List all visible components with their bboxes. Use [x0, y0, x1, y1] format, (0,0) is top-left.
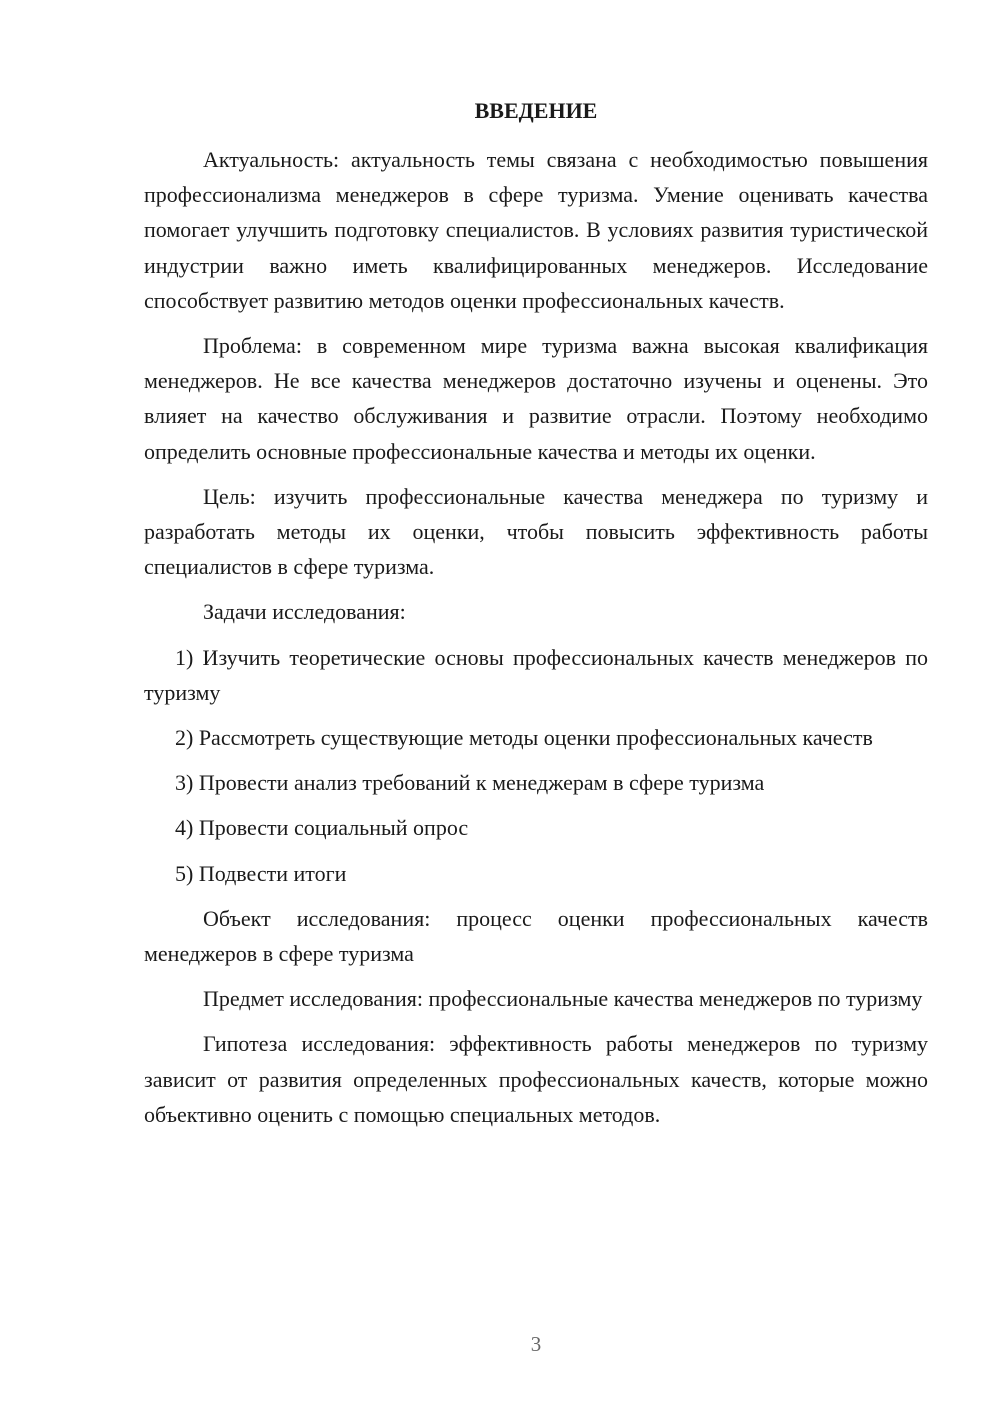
task-item: 2) Рассмотреть существующие методы оценки профессиональных качеств: [175, 725, 873, 751]
task-item: 3) Провести анализ требований к менеджерам в сфере туризма: [175, 770, 765, 796]
problem-paragraph: Проблема: в современном мире туризма важна высокая квалификация менеджеров. Не все качества менеджеров достаточно изучены и оценены. Это влияет на качество обслуживания и развитие отрасли. Поэтому необходимо определить основные профессиональные качества и методы их оценки.: [144, 333, 928, 464]
task-item: 1) Изучить теоретические основы профессиональных качеств менеджеров по туризму: [144, 644, 928, 705]
page-content: [144, 96, 928, 1142]
object-paragraph: Объект исследования: процесс оценки профессиональных качеств менеджеров в сфере туризма: [144, 905, 928, 967]
subject-paragraph: Предмет исследования: профессиональные качества менеджеров по туризму: [203, 986, 923, 1012]
hypothesis-paragraph: Гипотеза исследования: эффективность работы менеджеров по туризму зависит от развития определенных профессиональных качеств, которые можно объективно оценить с помощью специальных методов.: [144, 1031, 928, 1127]
section-heading: ВВЕДЕНИЕ: [474, 98, 598, 123]
goal-paragraph: Цель: изучить профессиональные качества менеджера по туризму и разработать методы их оценки, чтобы повысить эффективность работы специалистов в сфере туризма.: [144, 483, 928, 580]
task-item: 5) Подвести итоги: [175, 860, 347, 886]
tasks-title: Задачи исследования:: [203, 599, 406, 625]
relevance-paragraph: Актуальность: актуальность темы связана с необходимостью повышения профессионализма менеджеров в сфере туризма. Умение оценивать качества помогает улучшить подготовку специалистов. В условиях развития туристической индустрии важно иметь квалифицированных менеджеров. Исследование способствует развитию методов оценки профессиональных качеств.: [144, 147, 928, 313]
page-number: 3: [530, 1332, 542, 1356]
task-item: 4) Провести социальный опрос: [175, 815, 469, 841]
